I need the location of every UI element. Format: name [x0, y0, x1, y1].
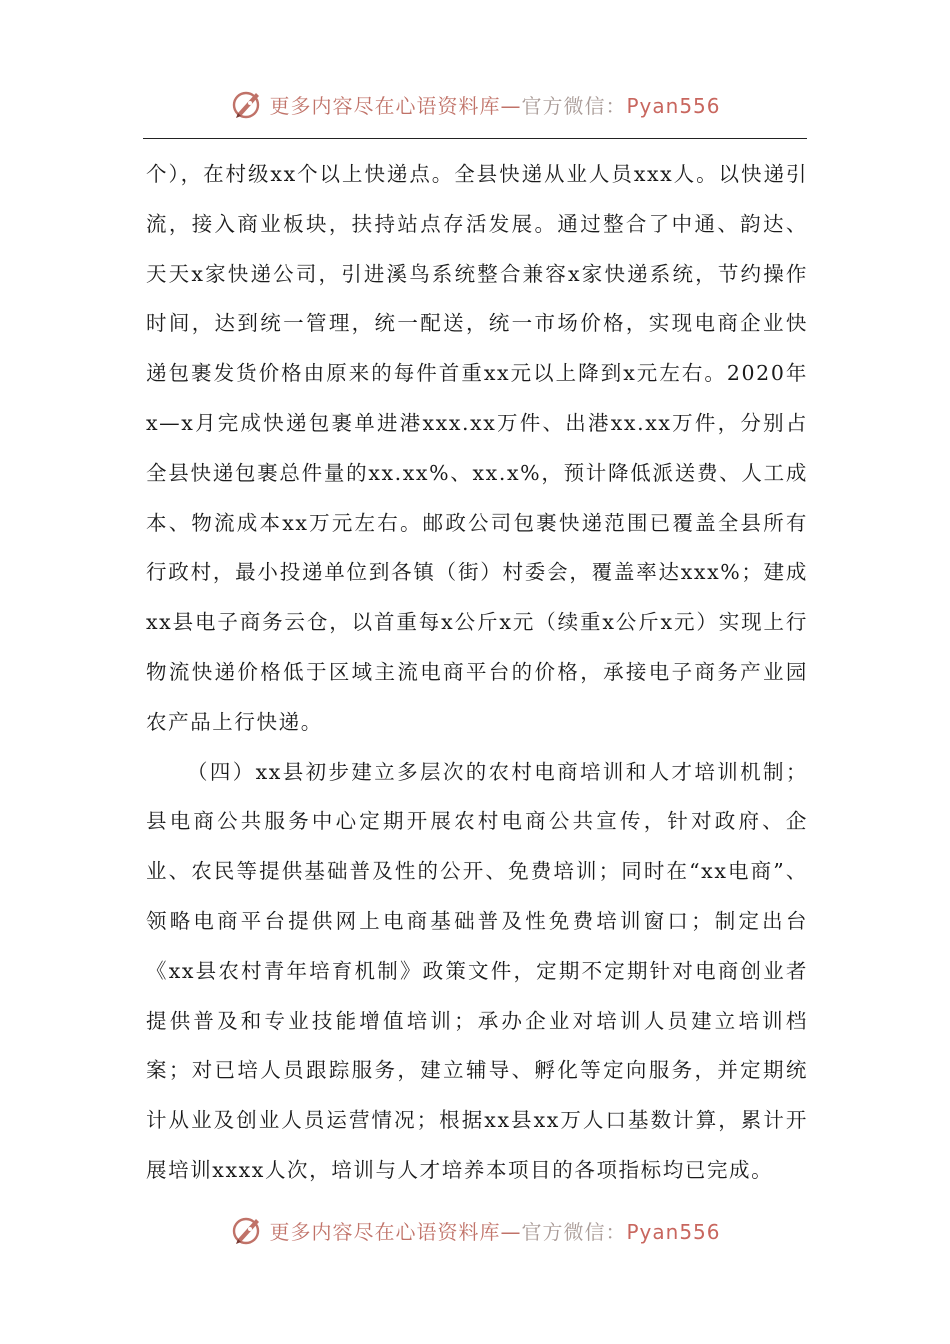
header-divider: [143, 138, 807, 139]
header-wechat-id: Pyan556: [626, 93, 721, 118]
pen-logo-icon: [229, 86, 265, 122]
header-separator: —: [500, 93, 522, 118]
document-body: [146, 150, 808, 1196]
pen-logo-icon: [229, 1212, 265, 1248]
footer-banner: [0, 1208, 950, 1252]
footer-banner-text: [269, 1216, 720, 1245]
header-wechat-label: 官方微信：: [521, 93, 627, 118]
paragraph-2: （四）xx县初步建立多层次的农村电商培训和人才培训机制；县电商公共服务中心定期开展农村电商公共宣传，针对政府、企业、农民等提供基础普及性的公开、免费培训；同时在“xx电商”、领略电商平台提供网上电商基础普及性免费培训窗口；制定出台《xx县农村青年培育机制》政策文件，定期不定期针对电商创业者提供普及和专业技能增值培训；承办企业对培训人员建立培训档案；对已培人员跟踪服务，建立辅导、孵化等定向服务，并定期统计从业及创业人员运营情况；根据xx县xx万人口基数计算，累计开展培训xxxx人次，培训与人才培养本项目的各项指标均已完成。: [146, 759, 808, 1182]
footer-wechat-id: Pyan556: [626, 1219, 721, 1244]
header-brand-text: 更多内容尽在心语资料库: [269, 93, 501, 118]
paragraph-1: 个），在村级xx个以上快递点。全县快递从业人员xxx人。以快递引流，接入商业板块，扶持站点存活发展。通过整合了中通、韵达、天天x家快递公司，引进溪鸟系统整合兼容x家快递系统，节约操作时间，达到统一管理，统一配送，统一市场价格，实现电商企业快递包裹发货价格由原来的每件首重xx元以上降到x元左右。2020年x—x月完成快递包裹单进港xxx.xx万件、出港xx.xx万件，分别占全县快递包裹总件量的xx.xx%、xx.x%，预计降低派送费、人工成本、物流成本xx万元左右。邮政公司包裹快递范围已覆盖全县所有行政村，最小投递单位到各镇（街）村委会，覆盖率达xxx%；建成xx县电子商务云仓，以首重每x公斤x元（续重x公斤x元）实现上行物流快递价格低于区域主流电商平台的价格，承接电子商务产业园农产品上行快递。: [146, 162, 808, 734]
footer-wechat-label: 官方微信：: [521, 1219, 627, 1244]
footer-brand-text: 更多内容尽在心语资料库: [269, 1219, 501, 1244]
footer-separator: —: [500, 1219, 522, 1244]
header-banner-text: [269, 90, 720, 119]
header-banner: [0, 82, 950, 126]
